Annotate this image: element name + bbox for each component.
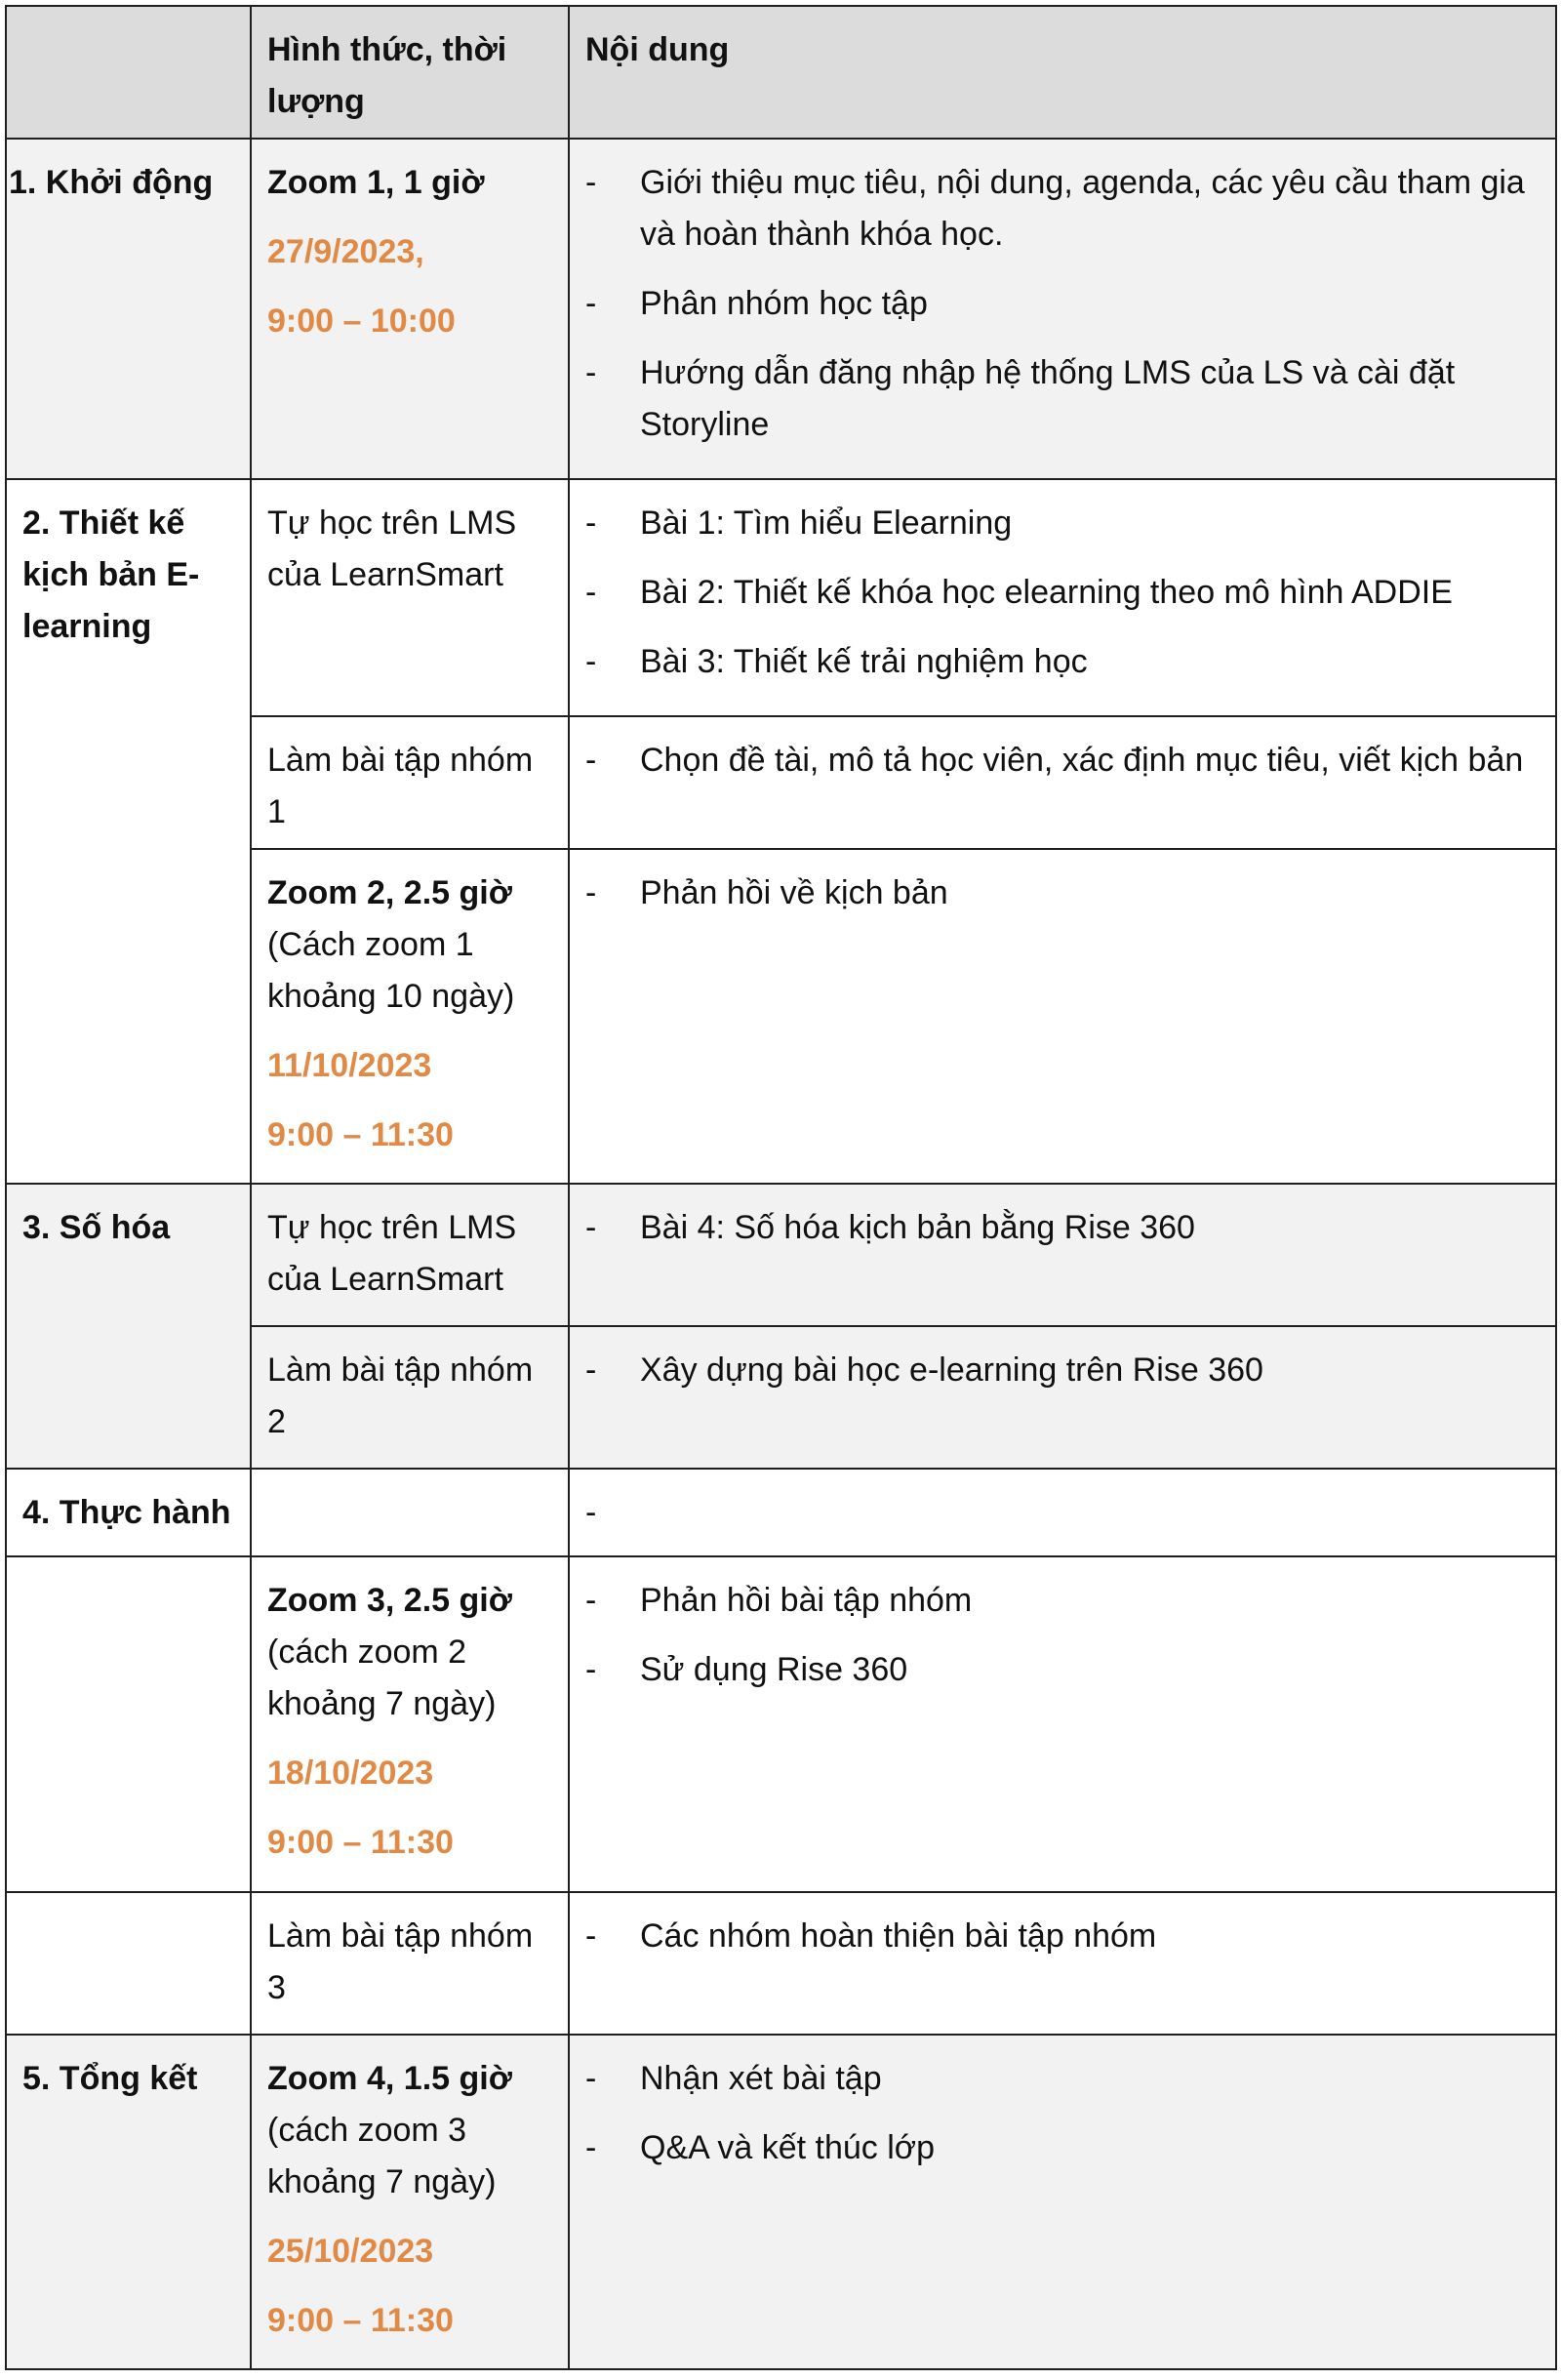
list-item: - Các nhóm hoàn thiện bài tập nhóm [585, 1911, 1540, 1962]
bullet-dash: - [585, 742, 597, 779]
session-date: 18/10/2023 [267, 1755, 434, 1792]
list-item: - Bài 4: Số hóa kịch bản bằng Rise 360 [585, 1202, 1540, 1254]
list-item: - Phản hồi bài tập nhóm [585, 1575, 1540, 1627]
list-item: - Bài 2: Thiết kế khóa học elearning theo mô hình ADDIE [585, 567, 1540, 619]
table-row [6, 1892, 1556, 2035]
list-item: - Chọn đề tài, mô tả học viên, xác định mục tiêu, viết kịch bản [585, 735, 1540, 787]
format-cell [251, 1469, 569, 1556]
session-time: 9:00 – 11:30 [267, 2302, 454, 2339]
bullet-dash: - [585, 574, 597, 611]
list-item: - Phân nhóm học tập [585, 278, 1540, 330]
bullet-dash: - [585, 643, 597, 680]
list-item: - Giới thiệu mục tiêu, nội dung, agenda, các yêu cầu tham gia và hoàn thành khóa học. [585, 157, 1540, 261]
bullet-dash: - [585, 2060, 597, 2097]
bullet-dash: - [585, 285, 597, 322]
phase-cell [6, 1556, 251, 1892]
bullet-dash: - [585, 1651, 597, 1688]
list-item: - Phản hồi về kịch bản [585, 867, 1540, 919]
phase-cell: 2. Thiết kế kịch bản E-learning [6, 479, 251, 1184]
bullet-dash: - [585, 1351, 597, 1389]
format-cell: Tự học trên LMS của LearnSmart [251, 479, 569, 716]
bullet-dash: - [585, 1582, 597, 1619]
table-row [6, 1556, 1556, 1892]
session-time: 9:00 – 11:30 [267, 1116, 454, 1153]
list-item: - Hướng dẫn đăng nhập hệ thống LMS của LS và cài đặt Storyline [585, 347, 1540, 451]
format-zoom: Zoom 4, 1.5 giờ [267, 2060, 512, 2097]
session-time: 9:00 – 11:30 [267, 1824, 454, 1861]
phase-cell: 5. Tổng kết [6, 2035, 251, 2369]
format-cell [251, 1556, 569, 1892]
table-row [6, 479, 1556, 716]
table-row [6, 2035, 1556, 2369]
list-item: - Bài 3: Thiết kế trải nghiệm học [585, 636, 1540, 688]
table-header-row [6, 6, 1556, 139]
format-zoom: Zoom 3, 2.5 giờ [267, 1582, 512, 1619]
format-note: (cách zoom 3 khoảng 7 ngày) [267, 2112, 497, 2200]
phase-cell [6, 1892, 251, 2035]
table-row [6, 1184, 1556, 1326]
bullet-dash: - [585, 164, 597, 201]
bullet-dash: - [585, 1917, 597, 1955]
bullet-dash: - [585, 504, 597, 542]
content-cell [569, 1326, 1556, 1469]
content-cell [569, 2035, 1556, 2369]
session-date: 25/10/2023 [267, 2233, 434, 2270]
content-cell [569, 1184, 1556, 1326]
bullet-dash: - [585, 1209, 597, 1246]
list-item: - Nhận xét bài tập [585, 2053, 1540, 2105]
table-row [6, 1469, 1556, 1556]
format-zoom: Zoom 2, 2.5 giờ [267, 874, 512, 911]
content-cell [569, 1556, 1556, 1892]
content-cell [569, 849, 1556, 1184]
bullet-dash: - [585, 874, 597, 911]
format-cell [251, 2035, 569, 2369]
format-note: (cách zoom 2 khoảng 7 ngày) [267, 1634, 497, 1722]
session-date: 27/9/2023, [267, 233, 424, 270]
format-cell: Tự học trên LMS của LearnSmart [251, 1184, 569, 1326]
phase-cell: 3. Số hóa [6, 1184, 251, 1469]
content-cell [569, 1892, 1556, 2035]
bullet-dash: - [585, 354, 597, 391]
schedule-table [5, 5, 1557, 2370]
list-item: - Q&A và kết thúc lớp [585, 2122, 1540, 2174]
format-zoom: Zoom 1, 1 giờ [267, 164, 485, 201]
header-cell-phase [6, 6, 251, 139]
phase-cell: 4. Thực hành [6, 1469, 251, 1556]
list-item: - Sử dụng Rise 360 [585, 1644, 1540, 1696]
list-item: - Xây dựng bài học e-learning trên Rise 360 [585, 1345, 1540, 1396]
session-date: 11/10/2023 [267, 1047, 432, 1084]
content-cell [569, 479, 1556, 716]
format-cell: Làm bài tập nhóm 1 [251, 716, 569, 849]
phase-cell: 1. Khởi động [6, 139, 251, 479]
list-item: - Bài 1: Tìm hiểu Elearning [585, 498, 1540, 549]
session-time: 9:00 – 10:00 [267, 303, 456, 340]
format-cell: Làm bài tập nhóm 2 [251, 1326, 569, 1469]
content-cell [569, 1469, 1556, 1556]
format-cell: Làm bài tập nhóm 3 [251, 1892, 569, 2035]
header-cell-content: Nội dung [569, 6, 1556, 139]
format-cell [251, 849, 569, 1184]
format-note: (Cách zoom 1 khoảng 10 ngày) [267, 926, 515, 1015]
content-cell [569, 716, 1556, 849]
bullet-dash: - [585, 2129, 597, 2166]
format-cell [251, 139, 569, 479]
table-row [6, 139, 1556, 479]
bullet-dash: - [585, 1494, 597, 1531]
header-cell-format: Hình thức, thời lượng [251, 6, 569, 139]
content-cell [569, 139, 1556, 479]
